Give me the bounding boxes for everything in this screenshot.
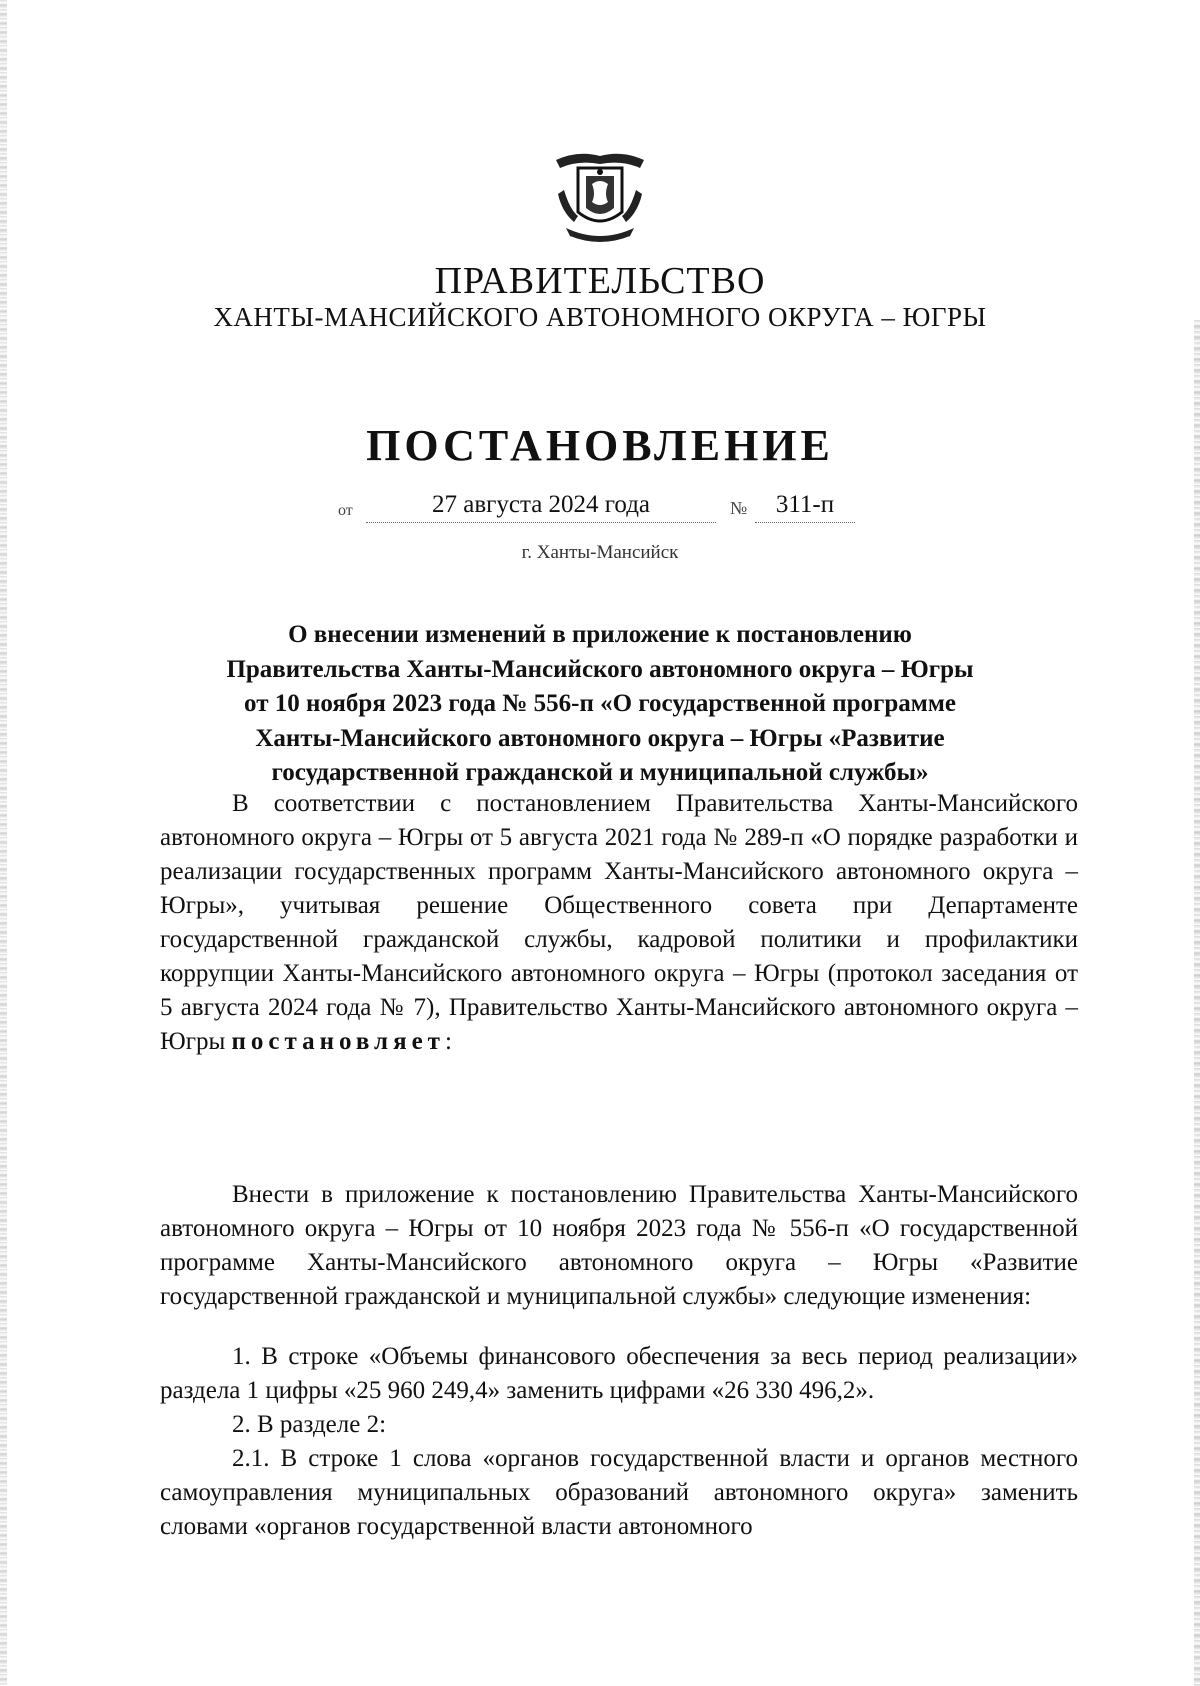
- date-label: от: [338, 502, 353, 519]
- intro-paragraph: Внести в приложение к постановлению Правительства Ханты-Мансийского автономного округа – Югры от 10 ноября 2023 года № 556-п «О государственной программе Ханты-Мансийского автономного округа – Югры «Развитие государственной гражданской и муниципальной службы» следующие изменения:: [160, 1181, 1078, 1310]
- subject-line: от 10 ноября 2023 года № 556-п «О государственной программе: [244, 690, 956, 717]
- scan-edge-left: [0, 0, 7, 1686]
- preamble-text: В соответствии с постановлением Правительства Ханты-Мансийского автономного округа – Югры от 5 августа 2021 года № 289-п «О порядке разработки и реализации государственных программ Ханты-Мансийского автономного округа – Югры», учитывая решение Общественного совета при Департаменте государственной гражданской службы, кадровой политики и профилактики коррупции Ханты-Мансийского автономного округа – Югры (протокол заседания от 5 августа 2024 года № 7), Правительство Ханты-Мансийского автономного округа – Югры: [160, 790, 1078, 1055]
- subject-line: государственной гражданской и муниципальной службы»: [271, 759, 929, 786]
- amendment-item-2: 2. В разделе 2:: [232, 1411, 387, 1438]
- subject-line: О внесении изменений в приложение к постановлению: [288, 621, 912, 648]
- document-number: 311-п: [755, 488, 855, 523]
- scan-edge-right: [1194, 320, 1200, 1686]
- subject-line: Ханты-Мансийского автономного округа – Югры «Развитие: [255, 724, 945, 752]
- document-date: 27 августа 2024 года: [366, 488, 716, 523]
- amendment-item-2-1: 2.1. В строке 1 слова «органов государственной власти и органов местного самоуправления муниципальных образований автономного округа» заменить словами «органов государственной власти автономного: [160, 1445, 1078, 1540]
- resolves-colon: :: [444, 1028, 452, 1055]
- subject-line: Правительства Ханты-Мансийского автономного округа – Югры: [226, 655, 974, 683]
- coat-of-arms-emblem-icon: [548, 150, 652, 244]
- amendment-items: [160, 1340, 1078, 1544]
- preamble-paragraph: [160, 787, 1078, 1059]
- amendment-item-1: 1. В строке «Объемы финансового обеспечения за весь период реализации» раздела 1 цифры «25 960 249,4» заменить цифрами «26 330 496,2».: [160, 1343, 1078, 1404]
- resolves-word: постановляет: [231, 1028, 445, 1055]
- document-subject: [170, 618, 1030, 791]
- city-of-issue: г. Ханты-Мансийск: [521, 542, 679, 563]
- document-type-heading: ПОСТАНОВЛЕНИЕ: [366, 421, 834, 470]
- date-number-line: [0, 488, 1200, 524]
- government-subtitle: ХАНТЫ-МАНСИЙСКОГО АВТОНОМНОГО ОКРУГА – ЮГРЫ: [213, 302, 987, 332]
- number-label: №: [730, 498, 748, 518]
- government-title: ПРАВИТЕЛЬСТВО: [434, 260, 766, 302]
